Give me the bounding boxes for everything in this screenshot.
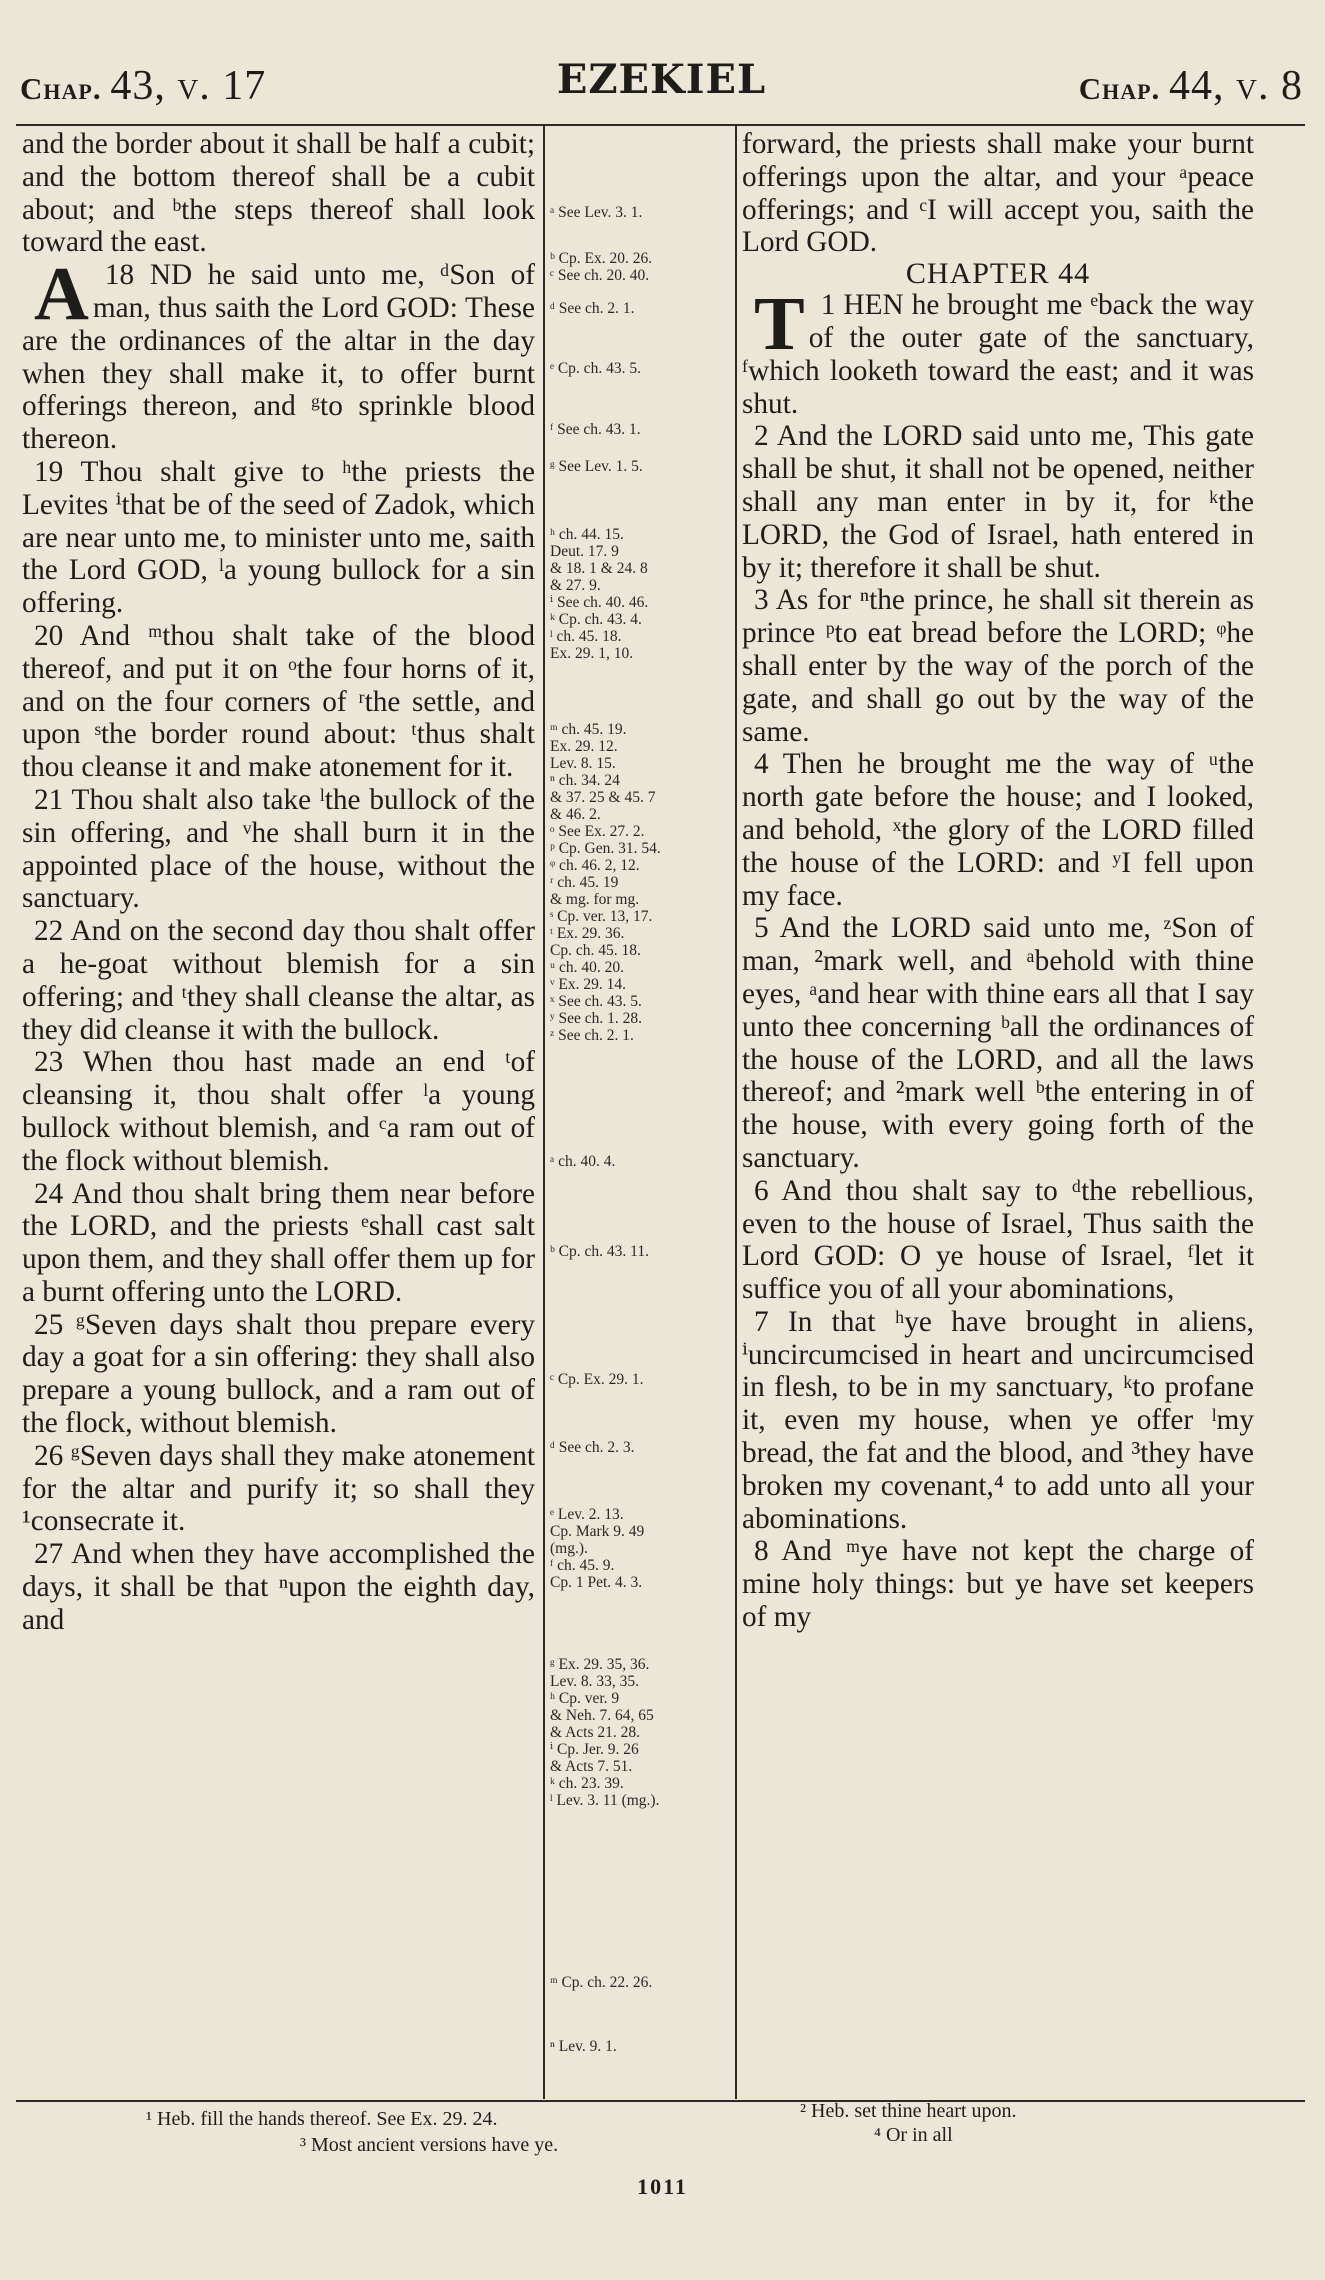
left-chapter-word: Chap.	[20, 71, 102, 106]
verse-text: HEN he brought me ᵉback the way of the outer gate of the sanctuary, ᶠwhich looketh toward the east; and it was shut.	[742, 289, 1254, 420]
column-divider-right	[735, 124, 737, 2099]
verse-2: 2 And the LORD said unto me, This gate shall be shut, it shall not be opened, neither shall any man enter in by it, for ᵏthe LORD, the God of Israel, hath entered in by it; therefore it shall be shut.	[742, 420, 1254, 584]
verse-number: 18	[104, 259, 135, 292]
cross-reference: ᵉ Lev. 2. 13. Cp. Mark 9. 49 (mg.). ᶠ ch. 45. 9. Cp. 1 Pet. 4. 3.	[550, 1506, 645, 1591]
cross-reference: ᶜ Cp. Ex. 29. 1.	[550, 1371, 644, 1388]
cross-reference: ᵃ ch. 40. 4.	[550, 1153, 616, 1170]
book-title: EZEKIEL	[556, 56, 767, 103]
verse-19: 19 Thou shalt give to ʰthe priests the Levites ⁱthat be of the seed of Zadok, which are near unto me, to minister unto me, saith the Lord GOD, ˡa young bullock for a sin offering.	[22, 455, 535, 620]
cross-reference: ᶠ See ch. 43. 1.	[550, 421, 641, 438]
verse-7: 7 In that ʰye have brought in aliens, ⁱuncircumcised in heart and uncircumcised in flesh, to be in my sanctuary, ᵏto profane it, even my house, when ye offer ˡmy bread, the fat and the blood, and ³they have broken my covenant,⁴ to add unto all your abominations.	[742, 1305, 1254, 1535]
cross-reference: ᵇ Cp. Ex. 20. 26. ᶜ See ch. 20. 40.	[550, 250, 653, 284]
drop-cap: A	[34, 252, 89, 337]
verse-number: 1	[820, 289, 836, 322]
page-number: 1011	[637, 2174, 688, 2199]
verse-6: 6 And thou shalt say to ᵈthe rebellious, even to the house of Israel, Thus saith the Lord GOD: O ye house of Israel, ᶠlet it suffice you of all your abominations,	[742, 1174, 1254, 1306]
left-text-column	[22, 128, 535, 2096]
verse-text: ND he said unto me, ᵈSon of man, thus saith the Lord GOD: These are the ordinances of the altar in the day when they shall make it, to offer burnt offerings thereon, and ᵍto sprinkle blood thereon.	[22, 259, 535, 456]
cross-reference: ʰ ch. 44. 15. Deut. 17. 9 & 18. 1 & 24. 8 & 27. 9. ⁱ See ch. 40. 46. ᵏ Cp. ch. 43. 4. ˡ ch. 45. 18. Ex. 29. 1, 10.	[550, 526, 649, 662]
verse-22: 22 And on the second day thou shalt offer a he-goat without blemish for a sin offering; and ᵗthey shall cleanse the altar, as they did cleanse it with the bullock.	[22, 915, 535, 1046]
cross-reference: ᵍ See Lev. 1. 5.	[550, 458, 643, 475]
verse-8: 8 And ᵐye have not kept the charge of mine holy things: but ye have set keepers of my	[742, 1535, 1254, 1634]
cross-reference: ᵃ See Lev. 3. 1.	[550, 204, 643, 221]
verse-18	[22, 252, 535, 456]
cross-reference-column	[550, 128, 732, 2096]
right-chapter-word: Chap.	[1078, 71, 1161, 106]
footnote-3: ³ Most ancient versions have ye.	[300, 2134, 559, 2156]
verse-17-continuation: and the border about it shall be half a cubit; and the bottom thereof shall be a cubit about; and ᵇthe steps thereof shall look toward the east.	[22, 128, 535, 259]
right-text-column	[742, 128, 1254, 2096]
cross-reference: ᵉ Cp. ch. 43. 5.	[550, 360, 641, 377]
running-head	[20, 52, 1303, 112]
footnote-2: ² Heb. set thine heart upon.	[800, 2100, 1017, 2122]
left-chapter-ref: 43, v. 17	[110, 63, 267, 109]
drop-cap: T	[754, 282, 805, 367]
verse-24: 24 And thou shalt bring them near before the LORD, and the priests ᵉshall cast salt upon them, and they shall offer them up for a burnt offering unto the LORD.	[22, 1177, 535, 1308]
verse-5: 5 And the LORD said unto me, ᶻSon of man, ²mark well, and ᵃbehold with thine eyes, ᵃand hear with thine ears all that I say unto thee concerning ᵇall the ordinances of the house of the LORD, and all the laws thereof; and ²mark well ᵇthe entering in of the house, with every going forth of the sanctuary.	[742, 912, 1254, 1174]
verse-23: 23 When thou hast made an end ᵗof cleansing it, thou shalt offer ˡa young bullock without blemish, and ᶜa ram out of the flock without blemish.	[22, 1046, 535, 1177]
right-chapter-ref: 44, v. 8	[1169, 63, 1303, 109]
verse-20: 20 And ᵐthou shalt take of the blood thereof, and put it on ᵒthe four horns of it, and on the four corners of ʳthe settle, and upon ˢthe border round about: ᵗthus shalt thou cleanse it and make atonement for it.	[22, 619, 535, 784]
cross-reference: ᵈ See ch. 2. 3.	[550, 1439, 635, 1456]
cross-reference: ᵈ See ch. 2. 1.	[550, 300, 635, 317]
verse-27-continuation: forward, the priests shall make your burnt offerings upon the altar, and your ᵃpeace offerings; and ᶜI will accept you, saith the Lord GOD.	[742, 128, 1254, 259]
verse-1	[742, 282, 1254, 420]
verse-26: 26 ᵍSeven days shall they make atonement for the altar and purify it; so shall they ¹consecrate it.	[22, 1439, 535, 1538]
footnote-1: ¹ Heb. fill the hands thereof. See Ex. 29. 24.	[146, 2108, 498, 2130]
verse-3: 3 As for ⁿthe prince, he shall sit therein as prince ᵖto eat bread before the LORD; ᵠhe shall enter by the way of the porch of the gate, and shall go out by the way of the same.	[742, 584, 1254, 748]
header-rule	[16, 124, 1305, 126]
cross-reference: ᵐ ch. 45. 19. Ex. 29. 12. Lev. 8. 15. ⁿ ch. 34. 24 & 37. 25 & 45. 7 & 46. 2. ᵒ See Ex. 27. 2. ᵖ Cp. Gen. 31. 54. ᵠ ch. 46. 2, 12. ʳ ch. 45. 19 & mg. for mg. ˢ Cp. ver. 13, 17. ᵗ Ex. 29. 36. Cp. ch. 45. 18. ᵘ ch. 40. 20. ᵛ Ex. 29. 14. ˣ See ch. 43. 5. ʸ See ch. 1. 28. ᶻ See ch. 2. 1.	[550, 721, 661, 1044]
cross-reference: ᵇ Cp. ch. 43. 11.	[550, 1243, 649, 1260]
footnote-4: ⁴ Or in all	[874, 2124, 953, 2146]
cross-reference: ⁿ Lev. 9. 1.	[550, 2038, 617, 2055]
chapter-heading: CHAPTER 44	[905, 257, 1091, 291]
cross-reference: ᵐ Cp. ch. 22. 26.	[550, 1974, 653, 1991]
verse-21: 21 Thou shalt also take ˡthe bullock of the sin offering, and ᵛhe shall burn it in the appointed place of the house, without the sanctuary.	[22, 783, 535, 915]
column-divider-left	[543, 124, 545, 2099]
cross-reference: ᵍ Ex. 29. 35, 36. Lev. 8. 33, 35. ʰ Cp. ver. 9 & Neh. 7. 64, 65 & Acts 21. 28. ⁱ Cp. Jer. 9. 26 & Acts 7. 51. ᵏ ch. 23. 39. ˡ Lev. 3. 11 (mg.).	[550, 1656, 660, 1809]
verse-27: 27 And when they have accomplished the days, it shall be that ⁿupon the eighth day, and	[22, 1538, 535, 1636]
footnote-rule	[16, 2100, 1305, 2102]
verse-25: 25 ᵍSeven days shalt thou prepare every day a goat for a sin offering: they shall also prepare a young bullock, and a ram out of the flock, without blemish.	[22, 1308, 535, 1440]
verse-4: 4 Then he brought me the way of ᵘthe north gate before the house; and I looked, and behold, ˣthe glory of the LORD filled the house of the LORD: and ʸI fell upon my face.	[742, 748, 1254, 912]
running-head-right	[1079, 62, 1303, 110]
